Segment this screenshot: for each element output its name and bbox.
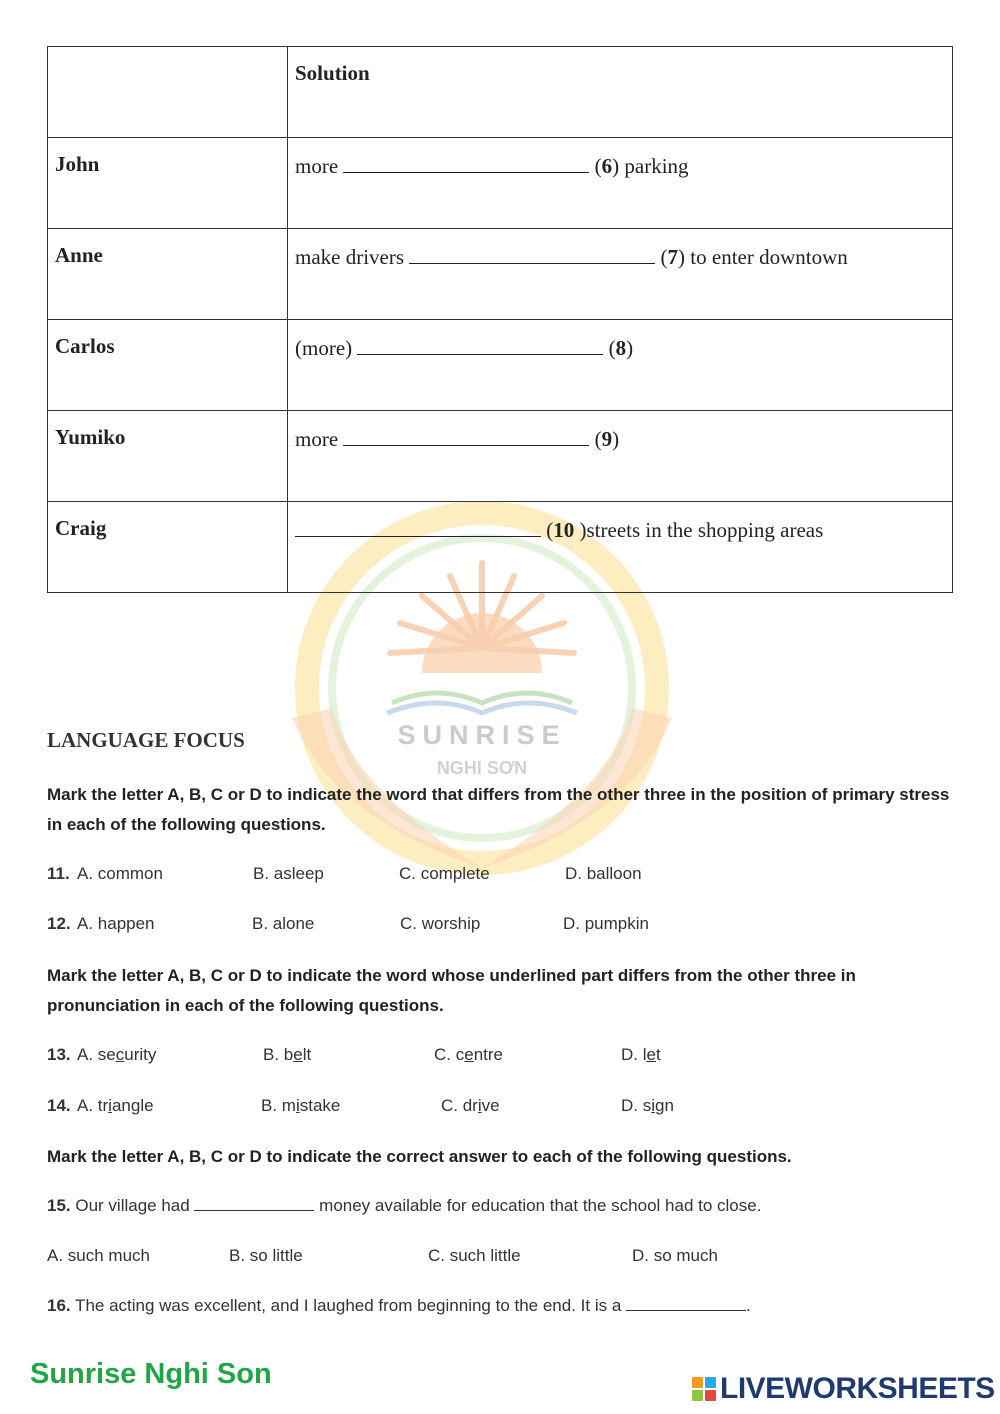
underlined-letter: i xyxy=(295,1096,300,1115)
option-d[interactable] xyxy=(621,1045,661,1065)
option-text: stake xyxy=(299,1096,341,1115)
header-solution-cell: Solution xyxy=(288,47,953,138)
option-a[interactable] xyxy=(77,1045,156,1065)
question-text: money available for education that the school had to close. xyxy=(314,1196,762,1215)
answer-blank-10[interactable] xyxy=(295,516,541,537)
instruction-stress: Mark the letter A, B, C or D to indicate the word that differs from the other three in the position of primary stress in each of the following questions. xyxy=(47,785,950,834)
solution-before: more xyxy=(295,427,344,451)
question-number: 13. xyxy=(47,1045,71,1064)
solution-after: to enter downtown xyxy=(685,245,848,269)
solution-before: make drivers xyxy=(295,245,410,269)
question-text: The acting was excellent, and I laughed from beginning to the end. It is a xyxy=(70,1296,627,1315)
question-text: Our village had xyxy=(70,1196,195,1215)
option-text: ntre xyxy=(473,1045,503,1064)
liveworksheets-text: LIVEWORKSHEETS xyxy=(720,1372,995,1405)
option-d[interactable]: D. pumpkin xyxy=(563,914,649,933)
question-16 xyxy=(47,1296,751,1316)
table-row xyxy=(48,229,953,320)
solution-before: (more) xyxy=(295,336,358,360)
row-name: Anne xyxy=(48,229,288,320)
question-12 xyxy=(47,914,649,934)
instruction-pronunciation: Mark the letter A, B, C or D to indicate the word whose underlined part differs from the other three in pronunciation in each of the following questions. xyxy=(47,966,856,1015)
option-b[interactable]: B. alone xyxy=(252,914,315,933)
underlined-letter: e xyxy=(293,1045,303,1064)
option-text: B. m xyxy=(261,1096,296,1115)
blank-number: 8 xyxy=(615,336,627,360)
footer-brand: Sunrise Nghi Son xyxy=(30,1358,272,1390)
question-15 xyxy=(47,1196,761,1216)
answer-blank-15[interactable] xyxy=(194,1196,314,1211)
solution-after: )streets in the shopping areas xyxy=(574,518,824,542)
option-text: C. dr xyxy=(441,1096,478,1115)
underlined-letter: e xyxy=(646,1045,656,1064)
option-d[interactable] xyxy=(621,1096,674,1116)
question-number: 11. xyxy=(47,864,70,883)
option-text: B. b xyxy=(263,1045,294,1064)
option-b[interactable]: B. so little xyxy=(229,1246,303,1265)
question-11 xyxy=(47,864,642,884)
row-solution: (more) (8) xyxy=(288,320,953,411)
row-solution: more (9) xyxy=(288,411,953,502)
question-number: 12. xyxy=(47,914,71,933)
option-text: lt xyxy=(302,1045,312,1064)
option-text: D. s xyxy=(621,1096,652,1115)
row-solution: more (6) parking xyxy=(288,138,953,229)
table-row xyxy=(48,411,953,502)
question-number: 16. xyxy=(47,1296,71,1315)
question-14 xyxy=(47,1096,674,1116)
option-d[interactable]: D. balloon xyxy=(565,864,642,883)
option-c[interactable] xyxy=(434,1045,503,1065)
table-row xyxy=(48,320,953,411)
question-number: 14. xyxy=(47,1096,71,1115)
liveworksheets-logo[interactable] xyxy=(692,1372,995,1406)
option-text: ve xyxy=(481,1096,500,1115)
instruction-correct-answer: Mark the letter A, B, C or D to indicate the correct answer to each of the following questions. xyxy=(47,1147,792,1166)
option-text: urity xyxy=(124,1045,157,1064)
option-c[interactable]: C. worship xyxy=(400,914,481,933)
option-text: A. tr xyxy=(77,1096,109,1115)
option-text: angle xyxy=(111,1096,154,1115)
question-13 xyxy=(47,1045,661,1065)
watermark-sunrise-text: SUNRISE xyxy=(397,720,567,750)
option-b[interactable] xyxy=(261,1096,340,1116)
option-c[interactable]: C. such little xyxy=(428,1246,521,1265)
liveworksheets-icon xyxy=(692,1377,716,1401)
option-text: t xyxy=(655,1045,661,1064)
table-row xyxy=(48,138,953,229)
answer-blank-9[interactable] xyxy=(343,425,589,446)
option-b[interactable]: B. asleep xyxy=(253,864,324,883)
solution-before: more xyxy=(295,154,344,178)
answer-blank-16[interactable] xyxy=(626,1296,746,1311)
row-name: Yumiko xyxy=(48,411,288,502)
option-a[interactable]: A. such much xyxy=(47,1246,150,1265)
answer-blank-6[interactable] xyxy=(343,152,589,173)
solution-after: parking xyxy=(619,154,689,178)
underlined-letter: e xyxy=(464,1045,474,1064)
row-solution: make drivers (7) to enter downtown xyxy=(288,229,953,320)
underlined-letter: i xyxy=(477,1096,482,1115)
option-text: A. se xyxy=(77,1045,116,1064)
header-left-cell xyxy=(48,47,288,138)
row-solution: (10 )streets in the shopping areas xyxy=(288,502,953,593)
table-row xyxy=(48,502,953,593)
question-text: . xyxy=(746,1296,751,1315)
row-name: John xyxy=(48,138,288,229)
option-d[interactable]: D. so much xyxy=(632,1246,718,1265)
row-name: Craig xyxy=(48,502,288,593)
option-text: D. l xyxy=(621,1045,647,1064)
underlined-letter: i xyxy=(651,1096,656,1115)
option-a[interactable]: A. common xyxy=(77,864,163,883)
question-number: 15. xyxy=(47,1196,71,1215)
blank-number: 10 xyxy=(553,518,575,542)
table-header-row xyxy=(48,47,953,138)
watermark-nghi-son-text: NGHI SƠN xyxy=(436,758,528,778)
underlined-letter: c xyxy=(115,1045,125,1064)
answer-blank-7[interactable] xyxy=(409,243,655,264)
option-c[interactable]: C. complete xyxy=(399,864,490,883)
option-b[interactable] xyxy=(263,1045,311,1065)
option-text: gn xyxy=(655,1096,674,1115)
underlined-letter: i xyxy=(108,1096,112,1115)
section-heading: LANGUAGE FOCUS xyxy=(47,728,245,752)
option-a[interactable]: A. happen xyxy=(77,914,155,933)
option-text: C. c xyxy=(434,1045,465,1064)
solution-table xyxy=(47,46,953,593)
blank-number: 6 xyxy=(601,154,613,178)
blank-number: 9 xyxy=(601,427,613,451)
blank-number: 7 xyxy=(667,245,679,269)
answer-blank-8[interactable] xyxy=(357,334,603,355)
row-name: Carlos xyxy=(48,320,288,411)
option-a[interactable] xyxy=(77,1096,154,1116)
option-c[interactable] xyxy=(441,1096,500,1116)
